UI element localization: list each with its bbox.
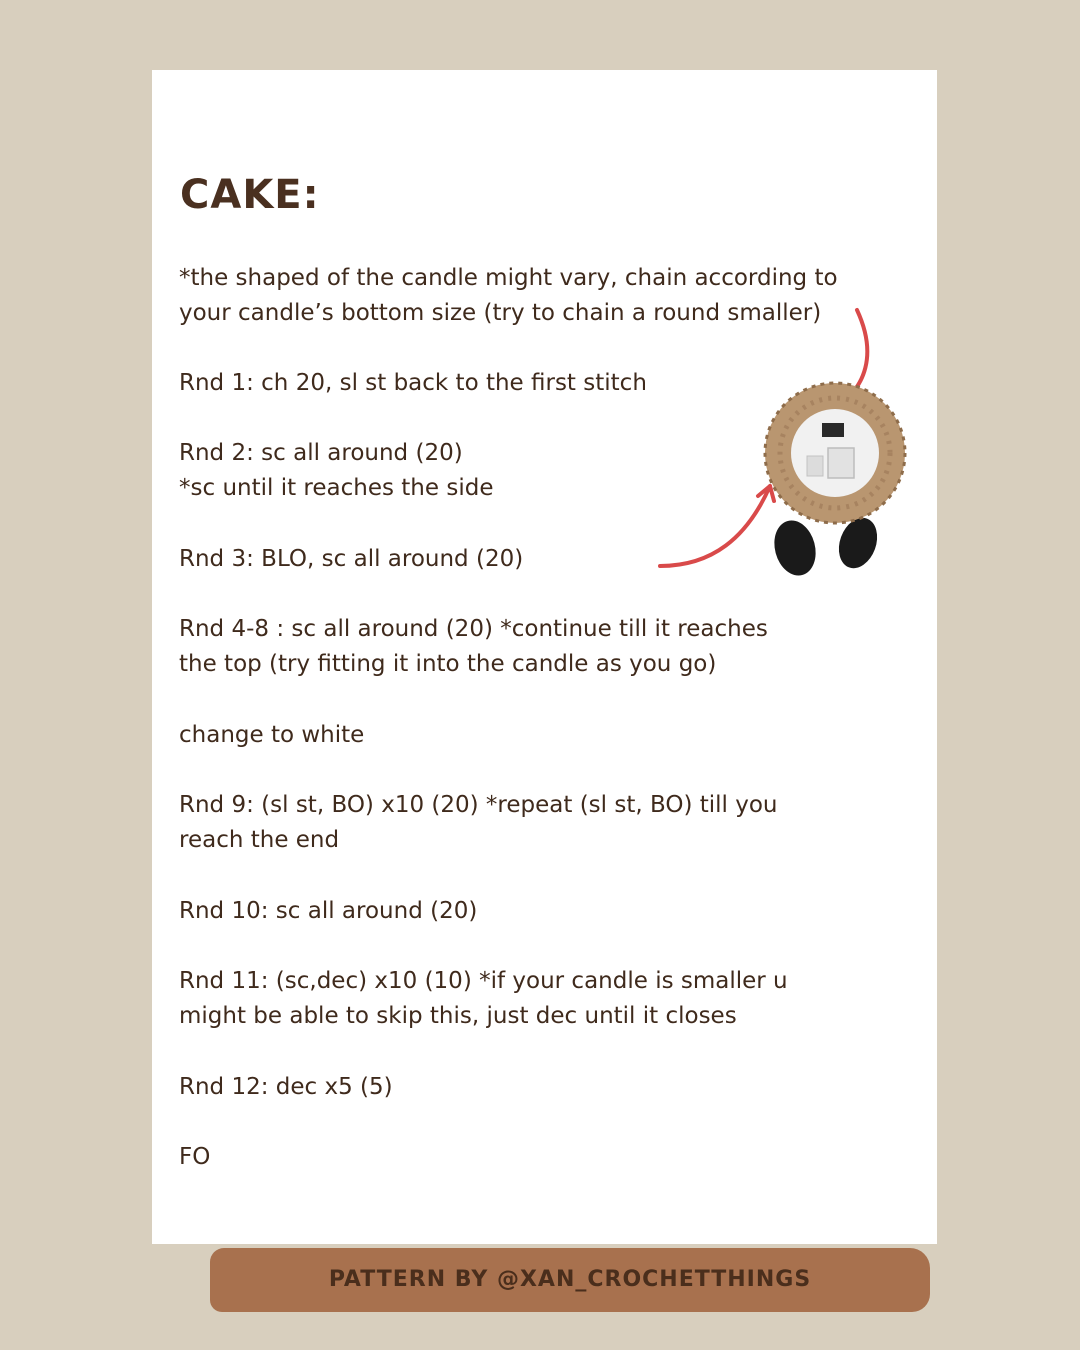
round-line: Rnd 11: (sc,dec) x10 (10) *if your candle is smaller u <box>179 968 788 994</box>
crochet-ring-photo <box>652 298 922 598</box>
note-line: your candle’s bottom size (try to chain a round smaller) <box>179 300 822 326</box>
instruction-line: change to white <box>179 722 365 748</box>
footer-banner <box>210 1248 930 1312</box>
pattern-credit: PATTERN BY @XAN_CROCHETTHINGS <box>328 1267 812 1292</box>
page-title: CAKE: <box>180 172 320 218</box>
round-line: Rnd 10: sc all around (20) <box>179 898 478 924</box>
pattern-card <box>152 70 937 1244</box>
round-line: might be able to skip this, just dec until it closes <box>179 1003 737 1029</box>
round-line: Rnd 9: (sl st, BO) x10 (20) *repeat (sl st, BO) till you <box>179 792 778 818</box>
round-line: Rnd 3: BLO, sc all around (20) <box>179 546 524 572</box>
round-line: reach the end <box>179 827 340 853</box>
round-line: Rnd 12: dec x5 (5) <box>179 1074 393 1100</box>
note-line: *the shaped of the candle might vary, chain according to <box>179 265 838 291</box>
arrow-bottom <box>660 486 770 566</box>
round-line: Rnd 4-8 : sc all around (20) *continue till it reaches <box>179 616 768 642</box>
round-line: FO <box>179 1144 211 1170</box>
round-line: Rnd 1: ch 20, sl st back to the first stitch <box>179 370 647 396</box>
round-line: Rnd 2: sc all around (20) <box>179 440 463 466</box>
round-line: the top (try fitting it into the candle as you go) <box>179 651 717 677</box>
note-line: *sc until it reaches the side <box>179 475 494 501</box>
